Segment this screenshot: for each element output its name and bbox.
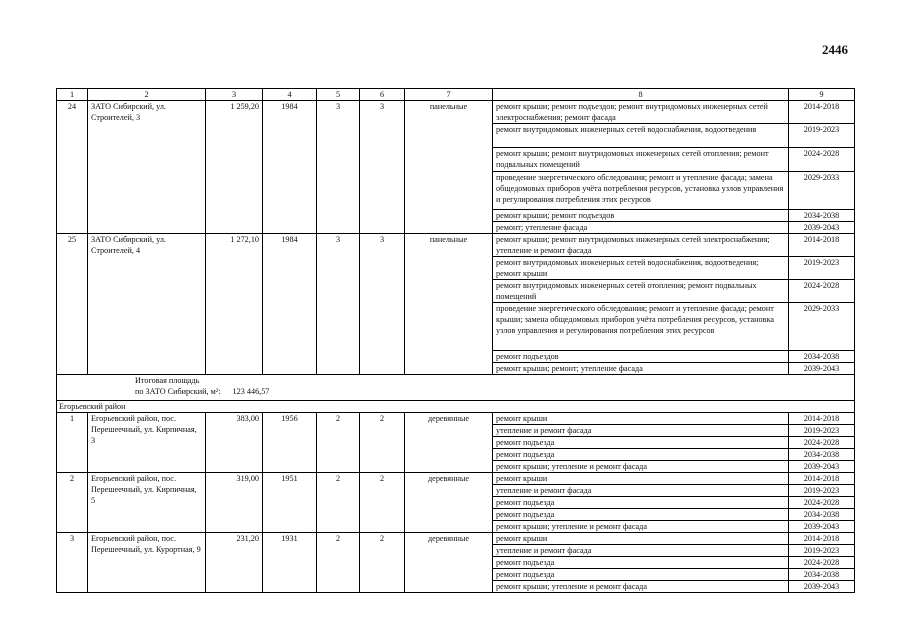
column-number: 2 [88,89,206,101]
work-period: 2019-2023 [789,545,855,557]
building-area: 1 272,10 [206,234,263,375]
work-description: ремонт крыши; ремонт внутридомовых инженерных сетей отопления; ремонт подвальных помещений [493,148,789,172]
work-description: ремонт внутридомовых инженерных сетей водоснабжения, водоотведения [493,124,789,148]
total-row [57,375,855,401]
repair-program-table [56,88,855,593]
wall-material: деревянные [405,533,493,593]
floor-count: 2 [317,533,360,593]
total-area-value: 123 446,57 [232,387,270,396]
entrance-count: 2 [360,533,405,593]
build-year: 1956 [263,413,317,473]
total-label-line1: Итоговая площадь [135,376,200,385]
work-description: ремонт подъезда [493,557,789,569]
work-period: 2014-2018 [789,473,855,485]
district-row [57,401,855,413]
district-name: Егорьевский район [57,401,855,413]
work-description: проведение энергетического обследования; ремонт и утепление фасада; замена общедомовых приборов учёта потребления ресурсов, установка узлов управления и регулирования потребления этих ресурсов [493,172,789,210]
work-period: 2029-2033 [789,172,855,210]
work-period: 2019-2023 [789,124,855,148]
work-period: 2039-2043 [789,363,855,375]
entrance-count: 2 [360,473,405,533]
work-description: ремонт крыши; утепление и ремонт фасада [493,461,789,473]
work-description: утепление и ремонт фасада [493,545,789,557]
work-period: 2034-2038 [789,509,855,521]
work-description: ремонт крыши [493,413,789,425]
building-area: 231,20 [206,533,263,593]
work-description: утепление и ремонт фасада [493,425,789,437]
work-description: ремонт крыши; ремонт подъездов; ремонт внутридомовых инженерных сетей электроснабжения; ремонт фасада [493,101,789,124]
work-description: проведение энергетического обследования; ремонт и утепление фасада; ремонт крыши; замена общедомовых приборов учёта потребления ресурсов, установка узлов управления и регулирования потребления этих ресурсов [493,303,789,351]
building-area: 1 259,20 [206,101,263,234]
table-row [57,101,855,124]
build-year: 1984 [263,234,317,375]
work-period: 2024-2028 [789,557,855,569]
floor-count: 2 [317,413,360,473]
work-description: ремонт крыши; ремонт подъездов [493,210,789,222]
floor-count: 3 [317,234,360,375]
work-period: 2019-2023 [789,257,855,280]
floor-count: 2 [317,473,360,533]
building-address: Егорьевский район, пос. Перешеечный, ул. Кирпичная, 3 [88,413,206,473]
column-number: 7 [405,89,493,101]
work-description: ремонт крыши; утепление и ремонт фасада [493,521,789,533]
total-label-line2: по ЗАТО Сибирский, м²: [135,387,221,396]
work-period: 2039-2043 [789,521,855,533]
building-address: Егорьевский район, пос. Перешеечный, ул. Курортная, 9 [88,533,206,593]
work-description: ремонт подъезда [493,569,789,581]
work-description: утепление и ремонт фасада [493,485,789,497]
row-number: 1 [57,413,88,473]
wall-material: панельные [405,101,493,234]
column-number-row [57,89,855,101]
work-period: 2034-2038 [789,449,855,461]
work-description: ремонт внутридомовых инженерных сетей водоснабжения, водоотведения; ремонт крыши [493,257,789,280]
work-period: 2029-2033 [789,303,855,351]
work-period: 2024-2028 [789,148,855,172]
work-period: 2014-2018 [789,101,855,124]
work-description: ремонт крыши [493,533,789,545]
work-description: ремонт подъезда [493,449,789,461]
building-address: Егорьевский район, пос. Перешеечный, ул. Кирпичная, 5 [88,473,206,533]
work-description: ремонт крыши; ремонт внутридомовых инженерных сетей электроснабжения; утепление и ремонт фасада [493,234,789,257]
work-period: 2024-2028 [789,437,855,449]
building-address: ЗАТО Сибирский, ул. Строителей, 4 [88,234,206,375]
row-number: 25 [57,234,88,375]
work-description: ремонт подъезда [493,437,789,449]
work-description: ремонт подъезда [493,497,789,509]
table-row [57,473,855,485]
column-number: 5 [317,89,360,101]
work-period: 2024-2028 [789,280,855,303]
building-address: ЗАТО Сибирский, ул. Строителей, 3 [88,101,206,234]
work-period: 2014-2018 [789,234,855,257]
table-row [57,533,855,545]
entrance-count: 2 [360,413,405,473]
column-number: 3 [206,89,263,101]
build-year: 1984 [263,101,317,234]
entrance-count: 3 [360,234,405,375]
work-period: 2014-2018 [789,533,855,545]
build-year: 1951 [263,473,317,533]
work-period: 2019-2023 [789,485,855,497]
row-number: 24 [57,101,88,234]
work-period: 2034-2038 [789,351,855,363]
work-period: 2039-2043 [789,222,855,234]
work-description: ремонт подъездов [493,351,789,363]
wall-material: панельные [405,234,493,375]
building-area: 383,00 [206,413,263,473]
total-label-line2-wrap [60,386,851,397]
page-number: 2446 [822,42,848,57]
column-number: 6 [360,89,405,101]
table-row [57,413,855,425]
work-description: ремонт крыши; утепление и ремонт фасада [493,581,789,593]
wall-material: деревянные [405,473,493,533]
work-description: ремонт подъезда [493,509,789,521]
work-period: 2039-2043 [789,581,855,593]
work-period: 2034-2038 [789,569,855,581]
work-period: 2034-2038 [789,210,855,222]
build-year: 1931 [263,533,317,593]
work-period: 2024-2028 [789,497,855,509]
table-row [57,234,855,257]
row-number: 2 [57,473,88,533]
work-period: 2019-2023 [789,425,855,437]
wall-material: деревянные [405,413,493,473]
work-period: 2014-2018 [789,413,855,425]
work-description: ремонт; утепление фасада [493,222,789,234]
row-number: 3 [57,533,88,593]
work-period: 2039-2043 [789,461,855,473]
total-area-cell [57,375,855,401]
building-area: 319,00 [206,473,263,533]
work-description: ремонт внутридомовых инженерных сетей отопления; ремонт подвальных помещений [493,280,789,303]
entrance-count: 3 [360,101,405,234]
work-description: ремонт крыши; ремонт; утепление фасада [493,363,789,375]
column-number: 1 [57,89,88,101]
column-number: 8 [493,89,789,101]
column-number: 4 [263,89,317,101]
floor-count: 3 [317,101,360,234]
column-number: 9 [789,89,855,101]
work-description: ремонт крыши [493,473,789,485]
